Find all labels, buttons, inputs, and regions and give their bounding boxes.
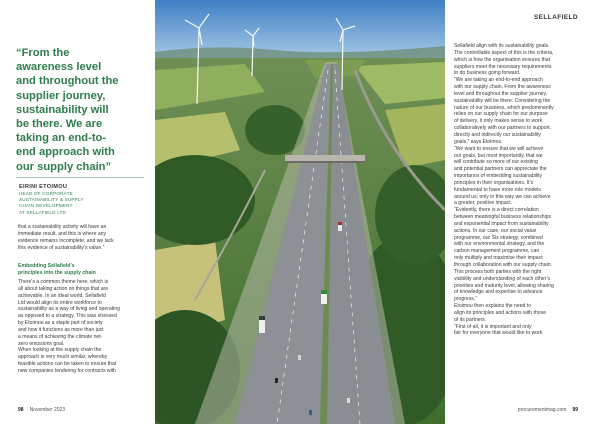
right-footer (518, 407, 578, 413)
left-footer (18, 407, 65, 413)
right-page-number: 99 (572, 407, 578, 413)
pull-quote: “From the awareness level and throughout the supplier journey, sustainability will be there. We are taking an end-to- end approach with our supply chain” (16, 47, 119, 173)
section-subheading: Embedding Sellafield’s principles into the supply chain (18, 263, 96, 276)
left-body-paragraph-1: that a sustainability activity will have an immediate result, and this is where any evidence remains incomplete, and we lack this evidence of sustainability’s value.” (18, 224, 114, 251)
motorway-aerial-image (155, 0, 445, 424)
left-page-number: 98 (18, 407, 24, 413)
left-body-paragraph-2: There’s a common theme here, which is all about taking action on things that are achievable. In an ideal world, Sellafield Ltd would align its entire workforce to sustainability as a way of living and operating as opposed to a strategy. This was stressed by Etoimou as a staple part of society and how it functions as more than just a means of achieving the climate net- zero emissions goal. When looking at the supply chain the approach is very much similar, whereby feasible actions can be taken to ensure that new companies tendering for contracts with (18, 279, 120, 374)
section-tag: SELLAFIELD (533, 14, 578, 21)
right-body-text: Sellafield align with its sustainability goals. The controllable aspect of this is the criteria, which is how the organisation ensures that suppliers meet the necessary requirements to do business going forward. “We are taking an end-to-end approach with our supply chain. From the awareness level and throughout the supplier journey, sustainability will be there. Considering the nature of our business, which predominantly relies on our supply chain for our purpose of delivery, it only makes sense to work collaboratively with our partners to support, directly and indirectly our sustainability goals,” says Etoimou. “We want to ensure that we will achieve our goals, but most importantly, that we will contribute so more of our existing and potential partners can appreciate the importance of embedding sustainability principles in their organisations. It’s fundamental to have more role models around us; only in this way we can achieve a greater, positive impact. “Evidently, there is a direct correlation between meaningful business relationships and exponential impact from sustainability actions. In our case, our social value programme, our Six strategy, combined with our environmental strategy, and the carbon management programme, can only multiply and maximise their impact through collaboration with our supply chain. This process both parties with the right visibility and understanding of each other’s priorities and maturity level, allowing sharing of knowledge and expertise to advance progress.” Etoimou then explains the need to align its principles and actions with those of its partners. “First of all, it is important and only fair for everyone that would like to work (454, 43, 554, 337)
website-url: procurementmag.com (517, 407, 567, 413)
quote-author-name: EIRINI ETOIMOU (19, 184, 68, 190)
quote-author-role: HEAD OF CORPORATE SUSTAINABILITY & SUPPLY CHAIN DEVELOPMENT AT SELLAFIELD LTD (19, 191, 84, 215)
issue-date: November 2023 (29, 407, 66, 413)
motorway-photo (155, 0, 445, 424)
quote-divider (16, 177, 144, 178)
